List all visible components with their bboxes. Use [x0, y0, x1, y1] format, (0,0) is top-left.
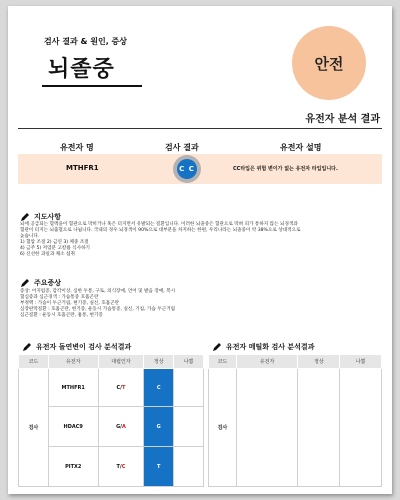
header-code: 코드 — [209, 355, 237, 369]
guidance-text: 뇌에 공급되는 혈액을이 혈관으로 막히거나 혹은 터지면서 유발되는 질환입니다. 이러한 뇌졸중은 혈관으로 막혀 피가 통하지 않는 뇌경색과 혈관이 터지는 뇌출혈으로 나뉩니다. 국내의 경우 뇌경색이 90%으로 대부분을 차지하는 한편, 우리나라는 뇌졸중이 약 38%으로 상대적으로 높습니다. 1) 혈압 조절 2) 금연 3) 체중 조절 4) 금주 5) 저염분 고칼륨 식사하기 6) 신선한 과일과 채소 섭취 — [20, 222, 301, 257]
methyl-table-heading — [212, 342, 314, 352]
variant-table-heading — [22, 342, 131, 352]
header-gene: 유전자 — [236, 355, 298, 369]
status-badge — [292, 26, 366, 100]
allele-risk: T — [122, 384, 126, 391]
disease-title: 뇌졸중 — [48, 57, 115, 82]
table-row — [19, 369, 204, 407]
report-page — [8, 6, 392, 494]
table-header-row — [19, 355, 204, 369]
header-allele: 대립인자 — [98, 355, 144, 369]
allele-risk: A — [122, 423, 126, 430]
summary-col-result: 검사 결과 — [165, 143, 199, 152]
table-header-row — [209, 355, 382, 369]
methyl-table — [208, 354, 382, 487]
code-cell: 검사 — [209, 369, 237, 487]
gene-cell: HDAC9 — [48, 407, 98, 447]
bad-cell — [340, 369, 382, 487]
bad-cell — [174, 407, 204, 447]
guidance-title: 지도사항 — [34, 213, 62, 221]
summary-gene: MTHFR1 — [66, 164, 99, 172]
normal-cell: T — [144, 447, 174, 487]
pencil-icon — [22, 342, 32, 352]
header-normal: 정상 — [298, 355, 340, 369]
variant-table-title: 유전자 돌연변이 검사 분석결과 — [36, 343, 132, 351]
allele-ref: T/ — [116, 463, 122, 470]
guidance-heading — [20, 212, 61, 222]
pencil-icon — [20, 212, 30, 222]
normal-cell: C — [144, 369, 174, 407]
pencil-icon — [212, 342, 222, 352]
status-label: 안전 — [314, 54, 344, 73]
header-code: 코드 — [19, 355, 49, 369]
normal-cell — [298, 369, 340, 487]
gene-cell — [236, 369, 298, 487]
allele-cell — [98, 369, 144, 407]
result-badge — [173, 155, 201, 183]
header-gene: 유전자 — [48, 355, 98, 369]
summary-col-gene: 유전자 명 — [60, 143, 94, 152]
title-underline — [42, 85, 142, 87]
code-cell: 검사 — [19, 369, 49, 487]
symptoms-title: 주요증상 — [34, 279, 62, 287]
table-row — [209, 369, 382, 487]
header-subtitle: 검사 결과 & 원인, 증상 — [44, 37, 127, 46]
variant-table — [18, 354, 204, 487]
allele-risk: C — [121, 463, 126, 470]
pencil-icon — [20, 278, 30, 288]
allele-cell — [98, 447, 144, 487]
gene-cell: MTHFR1 — [48, 369, 98, 407]
summary-description: CC타입은 위험 변이가 없는 유전자 타입입니다. — [233, 166, 338, 172]
bad-cell — [174, 369, 204, 407]
gene-cell: PITX2 — [48, 447, 98, 487]
header-bad: 나쁨 — [340, 355, 382, 369]
allele-ref: G/ — [116, 423, 122, 430]
result-genotype: C C — [177, 159, 197, 179]
summary-col-desc: 유전자 설명 — [280, 143, 322, 152]
allele-ref: C/ — [116, 384, 122, 391]
methyl-table-title: 유전자 메틸화 검사 분석결과 — [226, 343, 315, 351]
bad-cell — [174, 447, 204, 487]
normal-cell: G — [144, 407, 174, 447]
report-title: 유전자 분석 결과 — [305, 114, 380, 125]
allele-cell — [98, 407, 144, 447]
header-divider — [18, 128, 382, 129]
header-normal: 정상 — [144, 355, 174, 369]
symptoms-text: 증상: 어지럼증, 감각이상, 심한 두통, 구토, 의식장애, 언어 및 발음 장애, 복시 혈심증과 심근경색 : 가슴통증 호흡곤란 부정맥 : 가슴이 두근거림, 현기증, 실신, 호흡곤란 심장판막질환 : 호흡곤란, 현기증, 운동시 가슴통증, 실신, 기침, 가슴 두근거림 심근질환 : 운동시 호흡곤란, 흉통, 현기증 — [20, 289, 176, 318]
symptoms-heading — [20, 278, 61, 288]
header-bad: 나쁨 — [174, 355, 204, 369]
